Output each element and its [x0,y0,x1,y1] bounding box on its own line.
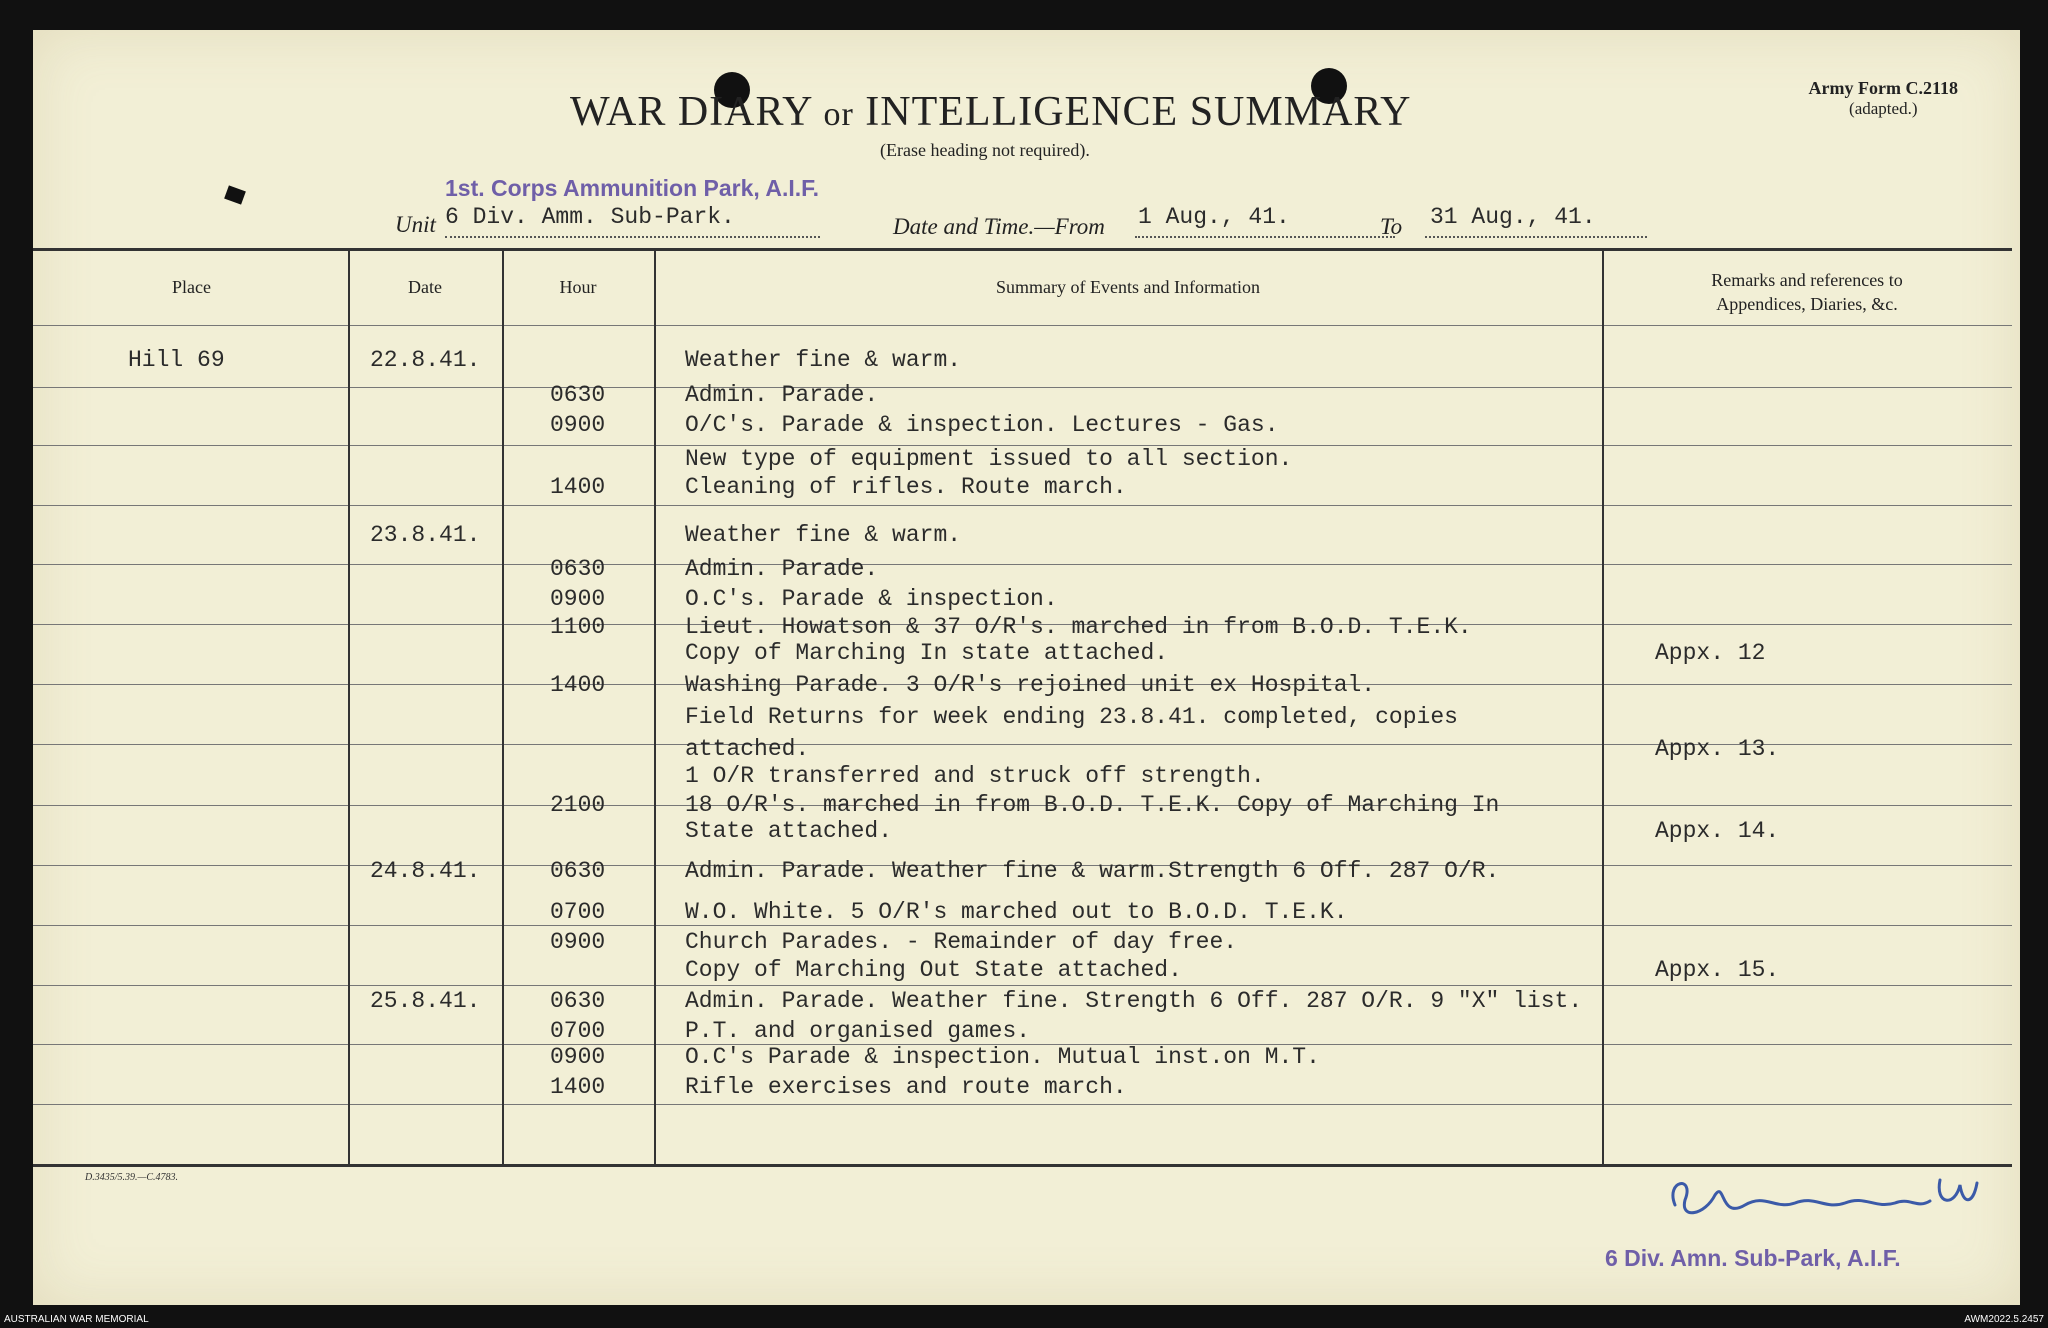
entry-hour: 0630 [550,556,606,582]
entry-text: Lieut. Howatson & 37 O/R's. marched in from B.O.D. T.E.K. [685,614,1472,640]
entry-text: O.C's. Parade & inspection. [685,586,1058,612]
entry-text: Weather fine & warm. [685,522,962,548]
army-form-number: Army Form C.2118 (adapted.) [1808,78,1958,118]
entry-date: 24.8.41. [370,858,481,884]
entry-text: Admin. Parade. Weather fine & warm.Strength 6 Off. 287 O/R. [685,858,1500,884]
date-to-underline [1425,236,1647,238]
entry-text: Admin. Parade. Weather fine. Strength 6 Off. 287 O/R. 9 "X" list. [685,988,1583,1014]
entry-text: State attached. [685,818,893,844]
column-header-summary: Summary of Events and Information [996,277,1260,297]
entry-text: New type of equipment issued to all section. [685,446,1293,472]
entry-text: 18 O/R's. marched in from B.O.D. T.E.K. Copy of Marching In [685,792,1500,818]
to-label: To [1380,214,1403,239]
entry-date: 23.8.41. [370,522,481,548]
unit-value: 6 Div. Amm. Sub-Park. [445,204,735,230]
entry-remark: Appx. 13. [1655,736,1780,762]
row-line [33,564,2012,565]
entry-hour: 1400 [550,672,606,698]
column-divider [1602,250,1604,1166]
row-line [33,925,2012,926]
column-header-remarks: Remarks and references to Appendices, Diaries, &c. [1711,270,1903,314]
unit-underline [445,236,820,238]
entry-text: Field Returns for week ending 23.8.41. completed, copies [685,704,1458,730]
entry-text: attached. [685,736,810,762]
entry-text: Admin. Parade. [685,382,879,408]
entry-text: Copy of Marching Out State attached. [685,957,1182,983]
entry-text: O/C's. Parade & inspection. Lectures - Gas. [685,412,1279,438]
signature [1655,1165,1995,1235]
entry-hour: 0900 [550,412,606,438]
entry-text: Copy of Marching In state attached. [685,640,1169,666]
entry-hour: 0900 [550,1044,606,1070]
entry-hour: 0700 [550,1018,606,1044]
table-top-border [33,248,2012,251]
entry-text: W.O. White. 5 O/R's marched out to B.O.D. T.E.K. [685,899,1348,925]
date-from: 1 Aug., 41. [1138,204,1290,230]
entry-text: O.C's Parade & inspection. Mutual inst.on M.T. [685,1044,1320,1070]
row-line [33,985,2012,986]
entry-hour: 0700 [550,899,606,925]
entry-hour: 0900 [550,586,606,612]
date-from-underline [1135,236,1395,238]
svg-text:C.J. Goddard Capt.: C.J. Goddard Capt. [1655,1165,1663,1166]
entry-text: Weather fine & warm. [685,347,962,373]
entry-hour: 2100 [550,792,606,818]
entry-date: 25.8.41. [370,988,481,1014]
row-line [33,387,2012,388]
column-header-place: Place [172,277,211,297]
entry-hour: 1100 [550,614,606,640]
column-divider [348,250,350,1166]
column-divider [502,250,504,1166]
print-code: D.3435/5.39.—C.4783. [85,1172,179,1183]
entry-text: Admin. Parade. [685,556,879,582]
entry-hour: 1400 [550,1074,606,1100]
unit-label: Unit [395,212,436,237]
entry-hour: 1400 [550,474,606,500]
entry-text: Cleaning of rifles. Route march. [685,474,1127,500]
unit-stamp: 1st. Corps Ammunition Park, A.I.F. [445,175,820,201]
erase-note: (Erase heading not required). [880,140,1090,160]
entry-text: 1 O/R transferred and struck off strength. [685,763,1265,789]
column-header-hour: Hour [559,277,597,297]
entry-place: Hill 69 [128,347,225,373]
entry-hour: 0900 [550,929,606,955]
date-label: Date and Time.—From [893,214,1105,239]
column-header-date: Date [408,277,442,297]
row-line [33,505,2012,506]
entry-date: 22.8.41. [370,347,481,373]
entry-hour: 0630 [550,858,606,884]
entry-remark: Appx. 14. [1655,818,1780,844]
header-divider [33,325,2012,326]
entry-text: Church Parades. - Remainder of day free. [685,929,1238,955]
row-line [33,1104,2012,1105]
entry-text: Rifle exercises and route march. [685,1074,1127,1100]
page-title: WAR DIARY or INTELLIGENCE SUMMARY [570,89,1412,135]
credit-right: AWM2022.5.2457 [1964,1314,2044,1325]
date-to: 31 Aug., 41. [1430,204,1596,230]
credit-left: AUSTRALIAN WAR MEMORIAL [4,1314,149,1325]
entry-hour: 0630 [550,988,606,1014]
entry-remark: Appx. 12 [1655,640,1766,666]
entry-text: P.T. and organised games. [685,1018,1031,1044]
unit-stamp-bottom: 6 Div. Amn. Sub-Park, A.I.F. [1605,1245,1901,1271]
entry-remark: Appx. 15. [1655,957,1780,983]
column-divider [654,250,656,1166]
entry-text: Washing Parade. 3 O/R's rejoined unit ex Hospital. [685,672,1376,698]
entry-hour: 0630 [550,382,606,408]
